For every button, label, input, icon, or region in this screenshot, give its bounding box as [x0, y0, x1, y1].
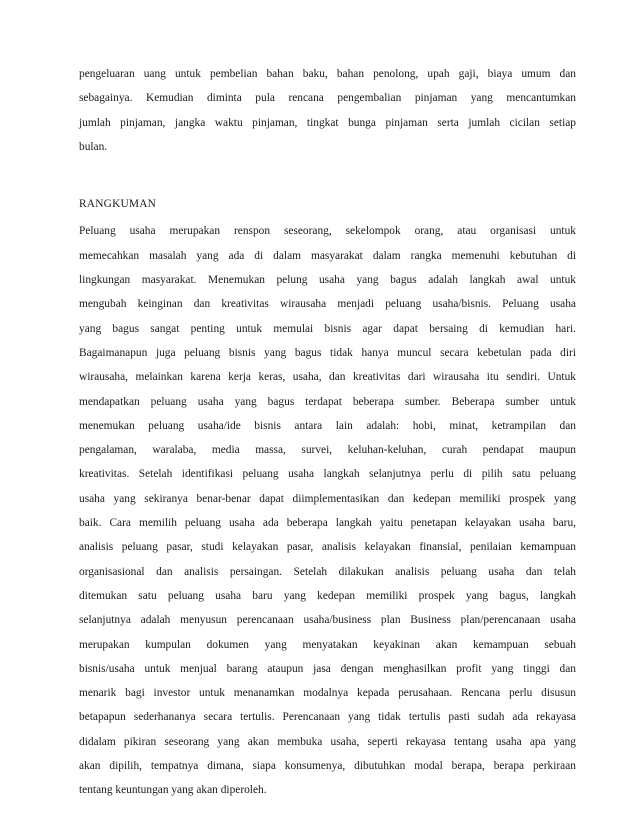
summary-line: organisasional dan analisis persaingan. Setelah dilakukan analisis peluang usaha dan telah [79, 565, 576, 578]
summary-line: ditemukan satu peluang usaha baru yang kedepan memiliki prospek yang bagus, langkah [79, 589, 576, 602]
intro-line: sebagainya. Kemudian diminta pula rencana pengembalian pinjaman yang mencantumkan [79, 92, 576, 105]
summary-line: analisis peluang pasar, studi kelayakan pasar, analisis kelayakan finansial, penilaian kemampuan [79, 541, 576, 554]
summary-line: wirausaha, melainkan karena kerja keras, usaha, dan kreativitas dari wirausaha itu sendiri. Untuk [79, 371, 576, 384]
summary-line: betapapun sederhananya secara tertulis. Perencanaan yang tidak tertulis pasti sudah ada rekayasa [79, 711, 576, 724]
intro-line: bulan. [79, 140, 108, 153]
summary-line: usaha yang sekiranya benar-benar dapat diimplementasikan dan kedepan memiliki prospek yang [79, 492, 576, 505]
intro-paragraph [79, 62, 576, 159]
summary-line: Bagaimanapun juga peluang bisnis yang bagus tidak hanya muncul secara kebetulan pada diri [79, 346, 576, 359]
summary-line: tentang keuntungan yang akan diperoleh. [79, 784, 267, 797]
intro-line: jumlah pinjaman, jangka waktu pinjaman, tingkat bunga pinjaman serta jumlah cicilan setiap [79, 116, 576, 129]
summary-line: mengubah keinginan dan kreativitas wirausaha menjadi peluang usaha/bisnis. Peluang usaha [79, 298, 576, 311]
summary-line: akan dipilih, tempatnya dimana, siapa konsumenya, dibutuhkan modal berapa, berapa perkiraan [79, 760, 576, 773]
summary-line: baik. Cara memilih peluang usaha ada beberapa langkah yaitu penetapan kelayakan usaha baru, [79, 517, 576, 530]
summary-line: merupakan kumpulan dokumen yang menyatakan keyakinan akan kemampuan sebuah [79, 638, 576, 651]
summary-line: selanjutnya adalah menyusun perencanaan usaha/business plan Business plan/perencanaan usaha [79, 614, 576, 627]
summary-paragraph [79, 219, 576, 802]
summary-line: lingkungan masyarakat. Menemukan pelung usaha yang bagus adalah langkah awal untuk [79, 274, 576, 287]
summary-heading: RANGKUMAN [79, 198, 157, 211]
summary-line: didalam pikiran seseorang yang akan membuka usaha, seperti rekayasa tentang usaha apa yang [79, 735, 576, 748]
summary-line: mendapatkan peluang usaha yang bagus terdapat beberapa sumber. Beberapa sumber untuk [79, 395, 576, 408]
summary-line: menarik bagi investor untuk menanamkan modalnya kepada perusahaan. Rencana perlu disusun [79, 687, 576, 700]
summary-line: yang bagus sangat penting untuk memulai bisnis agar dapat bersaing di kemudian hari. [79, 322, 576, 335]
summary-line: memecahkan masalah yang ada di dalam masyarakat dalam rangka memenuhi kebutuhan di [79, 249, 576, 262]
summary-line: kreativitas. Setelah identifikasi peluang usaha langkah selanjutnya perlu di pilih satu peluang [79, 468, 576, 481]
summary-line: menemukan peluang usaha/ide bisnis antara lain adalah: hobi, minat, ketrampilan dan [79, 419, 576, 432]
intro-line: pengeluaran uang untuk pembelian bahan baku, bahan penolong, upah gaji, biaya umum dan [79, 68, 576, 80]
summary-line: pengalaman, waralaba, media massa, survei, keluhan-keluhan, curah pendapat maupun [79, 444, 576, 457]
summary-line: bisnis/usaha untuk menjual barang ataupun jasa dengan menghasilkan profit yang tinggi dan [79, 662, 576, 675]
summary-line: Peluang usaha merupakan renspon seseorang, sekelompok orang, atau organisasi untuk [79, 225, 576, 238]
